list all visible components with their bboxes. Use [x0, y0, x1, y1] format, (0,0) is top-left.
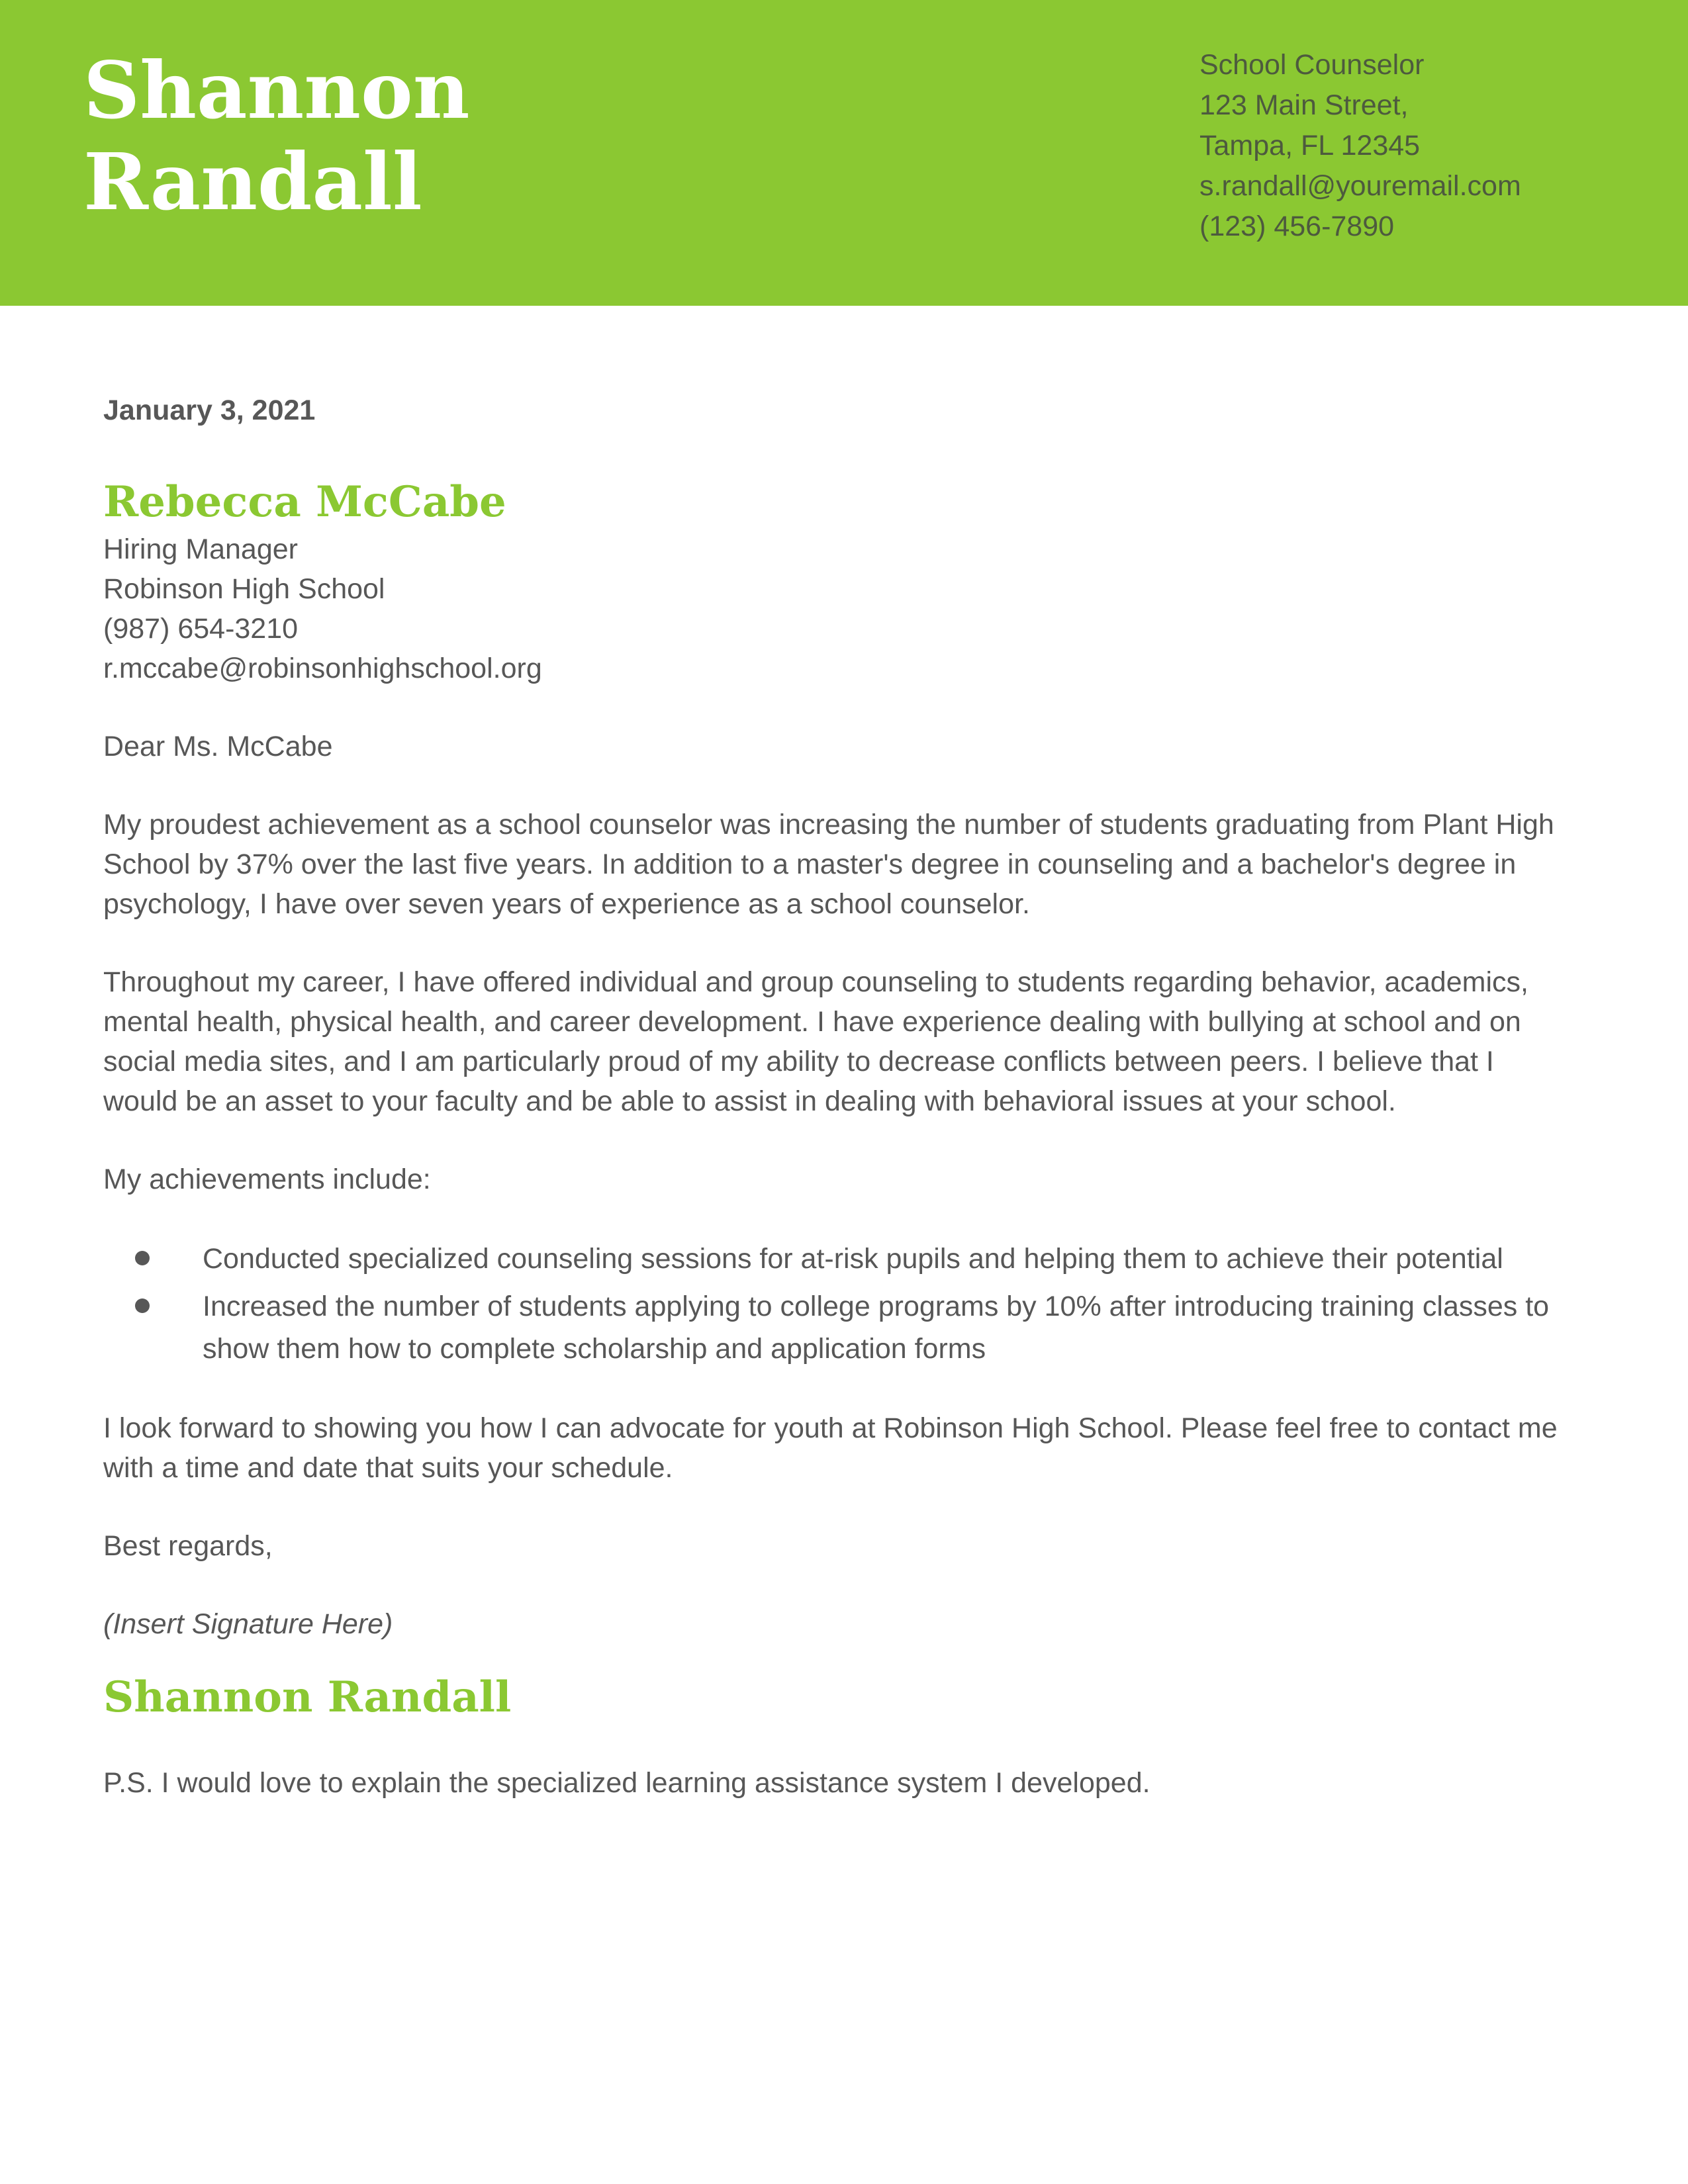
achievement-text: Increased the number of students applying to college programs by 10% after introducing training classes to show them how to complete scholarship and application forms — [203, 1291, 1550, 1365]
letter-body — [103, 390, 1573, 1803]
recipient-email: r.mccabe@robinsonhighschool.org — [103, 653, 542, 684]
recipient-phone: (987) 654-3210 — [103, 613, 299, 645]
signoff: Best regards, — [103, 1530, 273, 1562]
recipient-details — [103, 529, 1573, 688]
paragraph-intro: My proudest achievement as a school counselor was increasing the number of students graduating from Plant High School by 37% over the last five years. In addition to a master's degree in counseling and a bachelor's degree in psychology, I have over seven years of experience as a school counselor. — [103, 809, 1554, 920]
applicant-phone: (123) 456-7890 — [1199, 210, 1395, 242]
applicant-job-title: School Counselor — [1199, 49, 1425, 81]
letter-date: January 3, 2021 — [103, 394, 316, 426]
paragraph-achievements-lead: My achievements include: — [103, 1163, 431, 1195]
list-item — [103, 1285, 1573, 1370]
salutation: Dear Ms. McCabe — [103, 731, 333, 762]
paragraph-closing: I look forward to showing you how I can advocate for youth at Robinson High School. Please feel free to contact me with a time and date that suits your schedule. — [103, 1412, 1558, 1484]
applicant-street: 123 Main Street, — [1199, 89, 1409, 121]
signature-placeholder: (Insert Signature Here) — [103, 1608, 393, 1640]
recipient-name: Rebecca McCabe — [103, 477, 506, 527]
applicant-email: s.randall@youremail.com — [1199, 170, 1521, 202]
applicant-name — [83, 45, 470, 228]
postscript: P.S. I would love to explain the specialized learning assistance system I developed. — [103, 1767, 1150, 1799]
achievements-list — [103, 1238, 1573, 1370]
paragraph-career: Throughout my career, I have offered individual and group counseling to students regarding behavior, academics, mental health, physical health, and career development. I have experience dealing with bullying at school and on social media sites, and I am particularly proud of my ability to decrease conflicts between peers. I believe that I would be an asset to your faculty and be able to assist in dealing with behavioral issues at your school. — [103, 966, 1528, 1117]
applicant-last-name: Randall — [83, 136, 422, 228]
applicant-contact-block — [1199, 45, 1521, 247]
bullet-icon — [135, 1251, 150, 1265]
bullet-icon — [135, 1298, 150, 1313]
applicant-first-name: Shannon — [83, 44, 470, 136]
achievement-text: Conducted specialized counseling sessions for at-risk pupils and helping them to achieve their potential — [203, 1243, 1503, 1275]
sender-name: Shannon Randall — [103, 1672, 512, 1722]
recipient-title: Hiring Manager — [103, 533, 298, 565]
header-banner — [0, 0, 1688, 306]
applicant-city: Tampa, FL 12345 — [1199, 130, 1421, 161]
recipient-organization: Robinson High School — [103, 573, 385, 605]
list-item — [103, 1238, 1573, 1280]
